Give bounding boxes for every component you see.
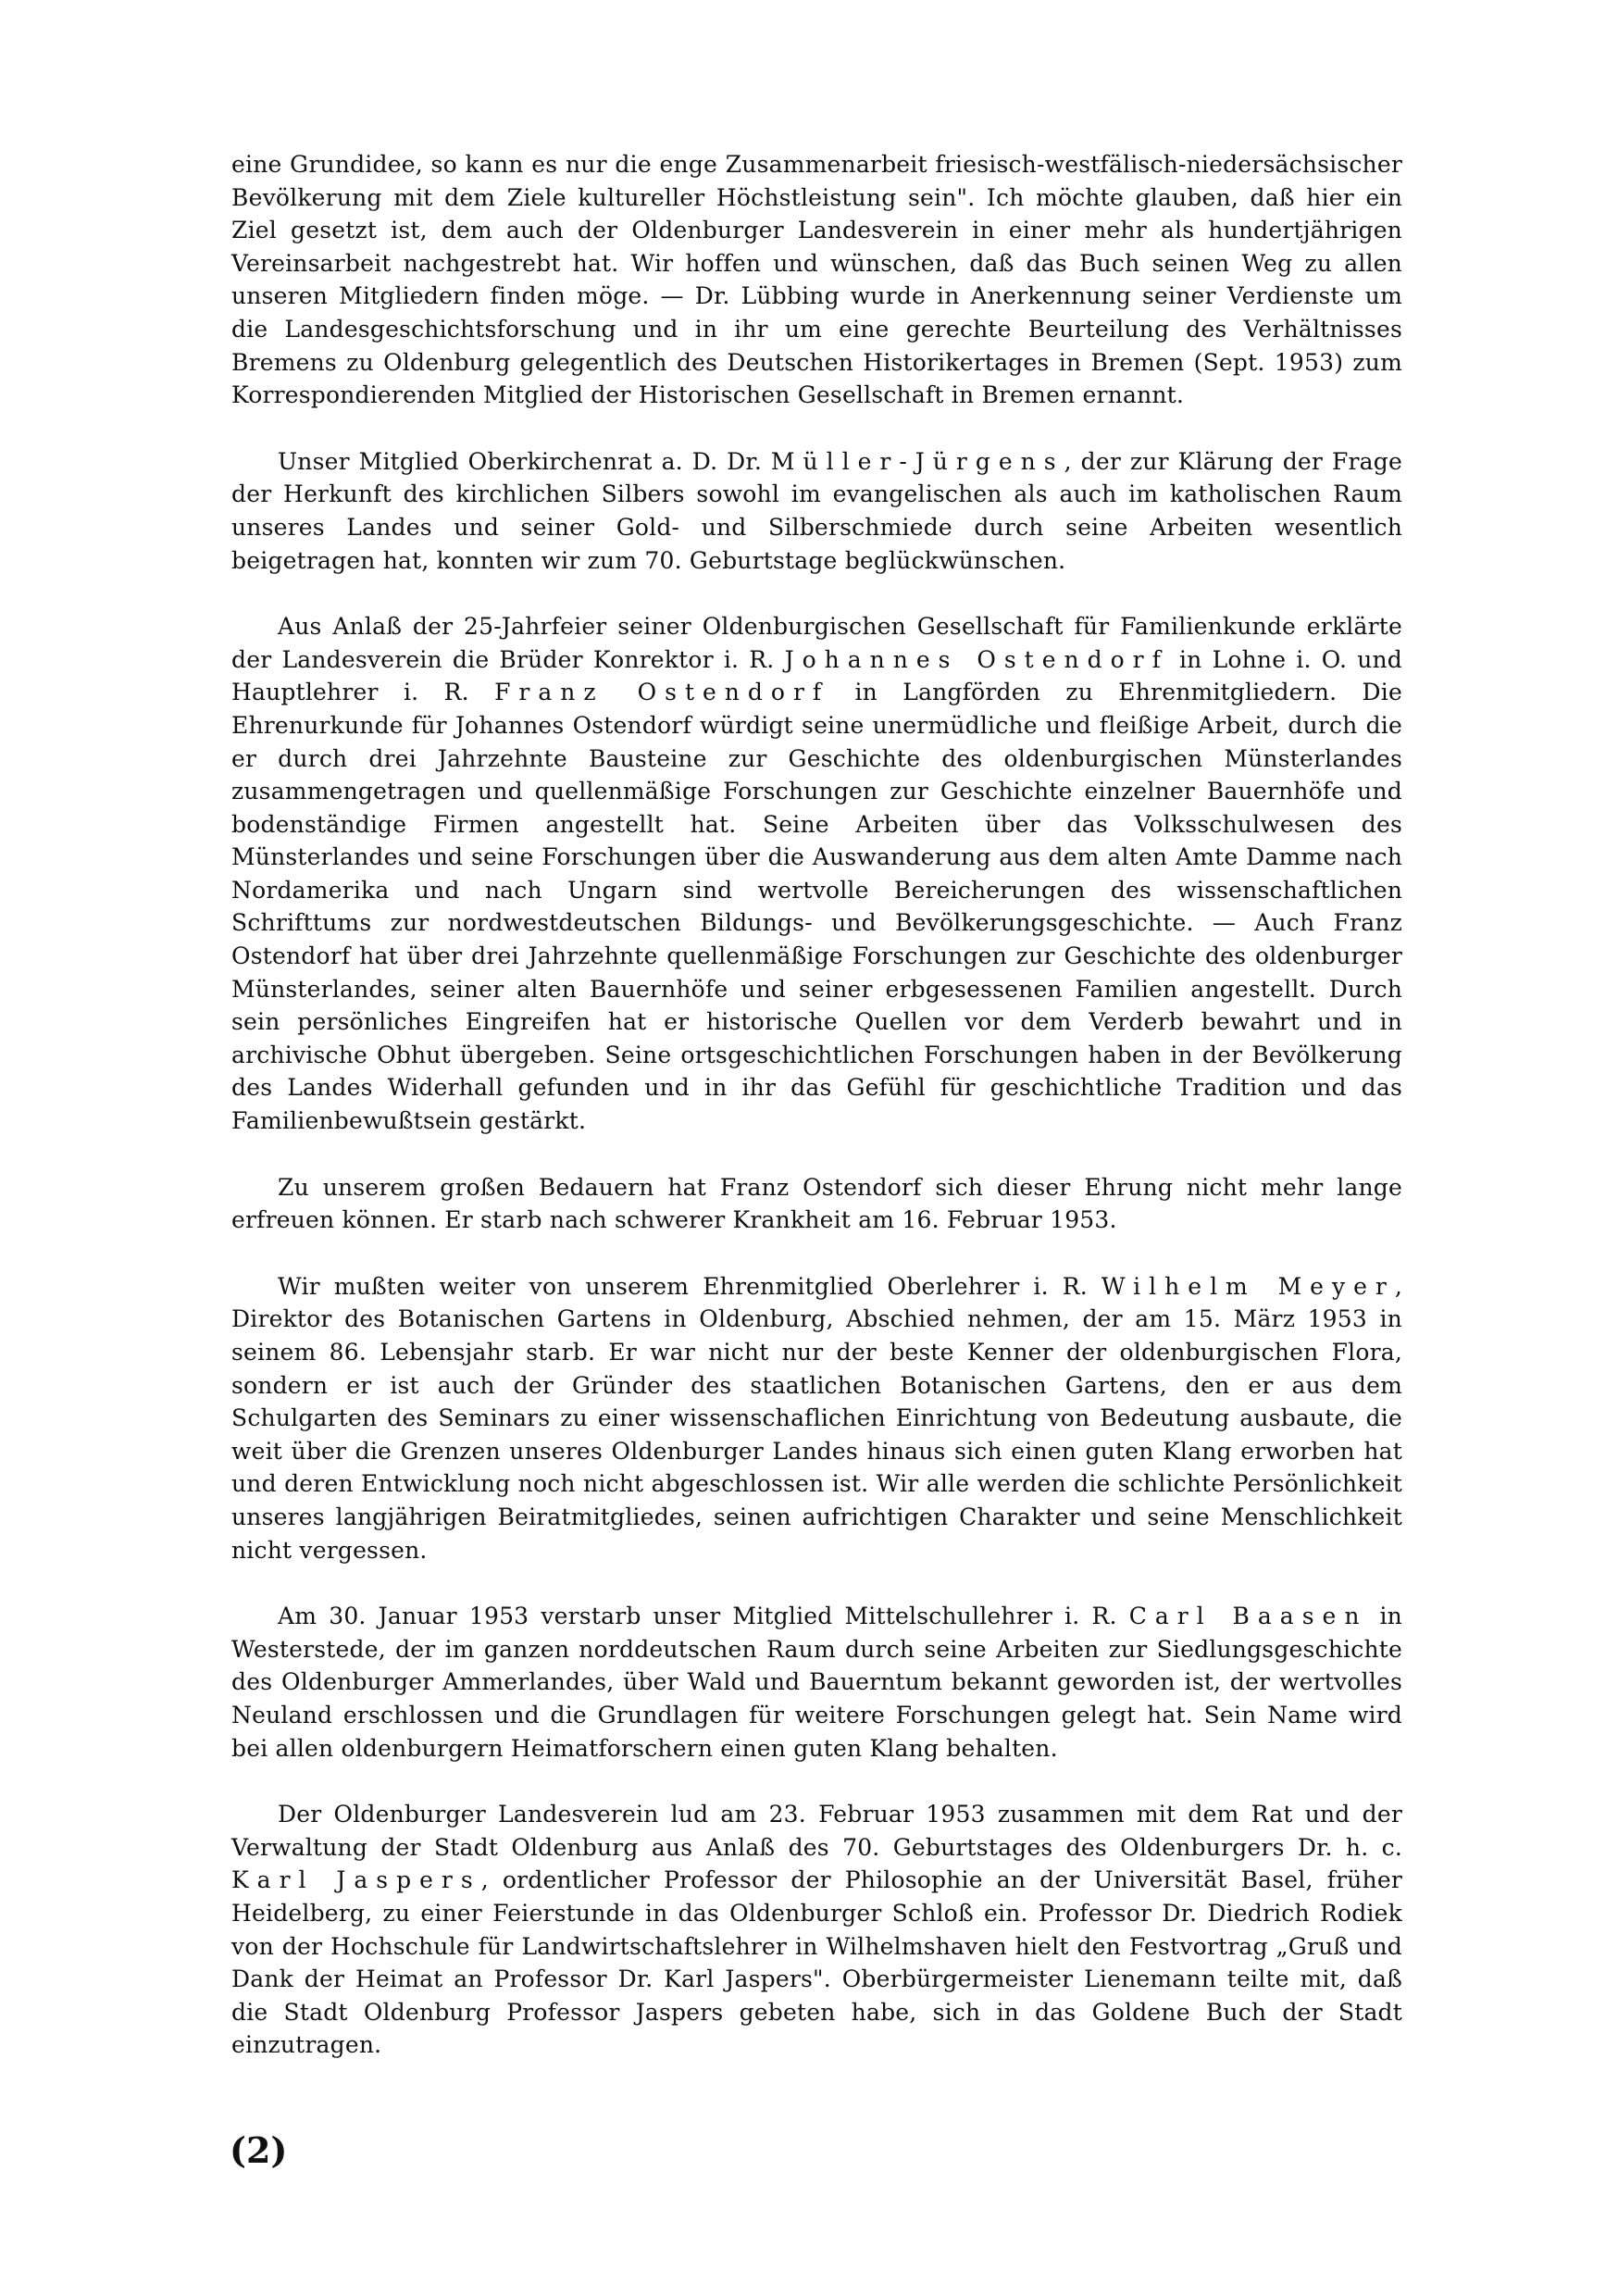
text-run: Am 30. Januar 1953 verstarb unser Mitglied Mittelschullehrer i. R. — [278, 1603, 1129, 1630]
text-run: in Westerstede, der im ganzen norddeutschen Raum durch seine Arbeiten zur Siedlungsgeschichte des Oldenburger Ammerlandes, über Wald und Bauerntum bekannt geworden ist, der wertvolles Neuland erschlossen und die Grundlagen für weitere Forschungen gelegt hat. Sein Name wird bei allen oldenburgern Heimatforschern einen guten Klang behalten. — [231, 1603, 1402, 1762]
paragraph-intro-continuation — [231, 148, 1402, 412]
text-run: , ordentlicher Professor der Philosophie an der Universität Basel, früher Heidelberg, zu einer Feierstunde in das Oldenburger Schloß ein. Professor Dr. Diedrich Rodiek von der Hochschule für Landwirtschaftslehrer in Wilhelmshaven hielt den Festvortrag „Gruß und Dank der Heimat an Professor Dr. Karl Jaspers". Oberbürgermeister Lienemann teilte mit, daß die Stadt Oldenburg Professor Jaspers gebeten habe, sich in das Goldene Buch der Stadt einzutragen. — [231, 1866, 1403, 2059]
spaced-name: Wilhelm Meyer — [1101, 1272, 1395, 1300]
text-run: Der Oldenburger Landesverein lud am 23. Februar 1953 zusammen mit dem Rat und der Verwaltung der Stadt Oldenburg aus Anlaß des 70. Geburtstages des Oldenburgers Dr. h. c. — [231, 1801, 1402, 1861]
text-run: in Lohne i. O. und Hauptlehrer i. R. — [231, 645, 1403, 706]
spaced-name: Karl Jaspers — [231, 1866, 481, 1894]
paragraph-carl-baasen — [231, 1600, 1402, 1765]
paragraph-ostendorf-brothers — [231, 610, 1402, 1138]
text-run: Zu unserem großen Bedauern hat Franz Ostendorf sich dieser Ehrung nicht mehr lange erfreuen können. Er starb nach schwerer Krankheit am 16. Februar 1953. — [231, 1173, 1402, 1234]
text-run: Wir mußten weiter von unserem Ehrenmitglied Oberlehrer i. R. — [278, 1272, 1101, 1300]
text-run: Unser Mitglied Oberkirchenrat a. D. Dr. — [278, 447, 771, 475]
text-run: Aus Anlaß der 25-Jahrfeier seiner Oldenburgischen Gesellschaft für Familienkunde erklärte der Landesverein die Brüder Konrektor i. R. — [231, 613, 1402, 673]
paragraph-wilhelm-meyer — [231, 1270, 1402, 1566]
page-number: (2) — [230, 2129, 288, 2171]
text-run: eine Grundidee, so kann es nur die enge Zusammenarbeit friesisch-westfälisch-niedersächsischer Bevölkerung mit dem Ziele kultureller Höchstleistung sein". Ich möchte glauben, daß hier ein Ziel gesetzt ist, dem auch der Oldenburger Landesverein in einer mehr als hundertjährigen Vereinsarbeit nachgestrebt hat. Wir hoffen und wünschen, daß das Buch seinen Weg zu allen unseren Mitgliedern finden möge. — Dr. Lübbing wurde in Anerkennung seiner Verdienste um die Landesgeschichtsforschung und in ihr um eine gerechte Beurteilung des Verhältnisses Bremens zu Oldenburg gelegentlich des Deutschen Historikertages in Bremen (Sept. 1953) zum Korrespondierenden Mitglied der Historischen Gesellschaft in Bremen ernannt. — [231, 151, 1402, 409]
paragraph-karl-jaspers — [231, 1798, 1402, 2062]
spaced-name: Carl Baasen — [1128, 1603, 1368, 1630]
spaced-name: Franz Ostendorf — [494, 679, 830, 706]
text-run: , der zur Klärung der Frage der Herkunft des kirchlichen Silbers sowohl im evangelischen als auch im katholischen Raum unseres Landes und seiner Gold- und Silberschmiede durch seine Arbeiten wesentlich beigetragen hat, konnten wir zum 70. Geburtstage beglückwünschen. — [231, 447, 1402, 574]
text-run: in Langförden zu Ehrenmitgliedern. Die Ehrenurkunde für Johannes Ostendorf würdigt seine unermüdliche und fleißige Arbeit, durch die er durch drei Jahrzehnte Bausteine zur Geschichte des oldenburgischen Münsterlandes zusammengetragen und quellenmäßige Forschungen zur Geschichte einzelner Bauernhöfe und bodenständige Firmen angestellt hat. Seine Arbeiten über das Volksschulwesen des Münsterlandes und seine Forschungen über die Auswanderung aus dem alten Amte Damme nach Nordamerika und nach Ungarn sind wertvolle Bereicherungen des wissenschaftlichen Schrifttums zur nordwestdeutschen Bildungs- und Bevölkerungsgeschichte. — Auch Franz Ostendorf hat über drei Jahrzehnte quellenmäßige Forschungen zur Geschichte des oldenburger Münsterlandes, seiner alten Bauernhöfe und seiner erbgesessenen Familien angestellt. Durch sein persönliches Eingreifen hat er historische Quellen vor dem Verderb bewahrt und in archivische Obhut übergeben. Seine ortsgeschichtlichen Forschungen haben in der Bevölkerung des Landes Widerhall gefunden und in ihr das Gefühl für geschichtliche Tradition und das Familienbewußtsein gestärkt. — [231, 679, 1402, 1135]
document-page — [231, 148, 1402, 2095]
paragraph-mueller-juergens — [231, 445, 1402, 577]
spaced-name: Johannes Ostendorf — [784, 645, 1169, 673]
spaced-name: Müller-Jürgens — [770, 447, 1064, 475]
paragraph-ostendorf-death — [231, 1171, 1402, 1237]
text-run: , Direktor des Botanischen Gartens in Oldenburg, Abschied nehmen, der am 15. März 1953 in seinem 86. Lebensjahr starb. Er war nicht nur der beste Kenner der oldenburgischen Flora, sondern er ist auch der Gründer des staatlichen Botanischen Gartens, den er aus dem Schulgarten des Seminars zu einer wissenschaflichen Einrichtung von Bedeutung ausbaute, die weit über die Grenzen unseres Oldenburger Landes hinaus sich einen guten Klang erworben hat und deren Entwicklung noch nicht abgeschlossen ist. Wir alle werden die schlichte Persönlichkeit unseres langjährigen Beiratmitgliedes, seinen aufrichtigen Charakter und seine Menschlichkeit nicht vergessen. — [231, 1272, 1402, 1564]
